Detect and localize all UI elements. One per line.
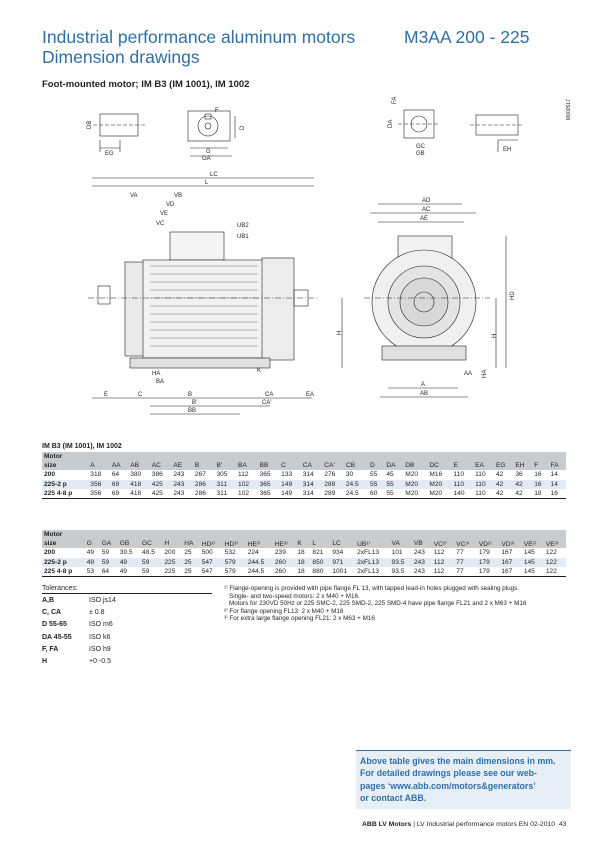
label-hc: HA (152, 371, 161, 377)
dimension-table-1 (42, 452, 566, 499)
footer-text: LV Industrial performance motors EN 02-2010 (416, 821, 556, 828)
label-a: A (421, 382, 426, 388)
label-vb: VB (174, 193, 183, 199)
table-cell: 244.5 (246, 567, 273, 577)
table-cell: 122 (544, 558, 566, 568)
table1-head-motor: Motor (42, 452, 566, 461)
column-header: LC (330, 539, 355, 548)
table2-head-motor: Motor (42, 530, 566, 539)
table1-label: IM B3 (IM 1001), IM 1002 (42, 443, 122, 450)
table-cell: 547 (200, 567, 223, 577)
column-header: AA (110, 461, 128, 470)
column-header: B' (214, 461, 236, 470)
table-cell: 380 (130, 471, 142, 479)
table-cell: 55 (384, 480, 403, 490)
table-cell: 880 (310, 567, 330, 577)
header-title: Industrial performance aluminum motors (42, 27, 356, 47)
column-header: VC³⁾ (454, 539, 477, 548)
table-cell: 850 (310, 558, 330, 568)
table-cell: 149 (279, 489, 301, 499)
column-header: VE³⁾ (544, 539, 566, 548)
table-cell: 93.5 (390, 558, 412, 568)
label-ba: BA (156, 379, 165, 385)
footnote-3: ³⁾ For extra large flange opening FL21: 2 x M63 + M16 (224, 615, 375, 623)
table-cell: 49 (86, 549, 95, 557)
table-cell: 49 (85, 558, 100, 568)
table-cell: 16 (532, 480, 548, 490)
column-header: H (162, 539, 182, 548)
column-header: AE (171, 461, 193, 470)
column-header: BA (236, 461, 258, 470)
motor-size-cell: 225 4-8 p (42, 489, 88, 499)
table-cell: 425 (150, 489, 172, 499)
table-row (42, 480, 566, 490)
label-d: D (240, 125, 246, 130)
table-cell: 500 (201, 549, 213, 557)
table-cell: 59 (101, 549, 110, 557)
column-header: VD²⁾ (477, 539, 500, 548)
table-cell: 145 (523, 549, 535, 557)
column-header: CB (344, 461, 368, 470)
label-ha-front: HA (482, 369, 488, 378)
table-cell: 145 (522, 558, 544, 568)
table-cell: M20 (405, 471, 419, 479)
table-cell: 55 (384, 489, 403, 499)
footnote-1b: Single- and two-speed motors: 2 x M40 + M16. (229, 592, 360, 600)
table-cell: 547 (200, 558, 223, 568)
column-header: VC²⁾ (432, 539, 455, 548)
table-cell: 93.5 (390, 567, 412, 577)
label-va: VA (130, 193, 138, 199)
series-code: M3AA 200 - 225 (404, 27, 530, 47)
label-eg: EG (105, 151, 114, 157)
table-cell: 133 (281, 471, 293, 479)
table-cell: 59 (100, 558, 118, 568)
column-header: GC (140, 539, 162, 548)
table-row (42, 470, 566, 480)
table-cell: 286 (193, 480, 215, 490)
table-cell: 260 (273, 567, 296, 577)
table-cell: 42 (494, 480, 513, 490)
info-line: Above table gives the main dimensions in mm. (360, 756, 556, 766)
table-cell: 1001 (330, 567, 355, 577)
label-ae: AE (420, 216, 429, 222)
table-cell: 200 (164, 549, 176, 557)
label-h-front: H (492, 333, 498, 338)
table-cell: 18 (297, 549, 305, 557)
column-header: VB (412, 539, 432, 548)
shaft-end-right-drawing (388, 97, 572, 157)
table-cell: 314 (301, 489, 323, 499)
table-cell: 14 (549, 480, 566, 490)
page-footer (362, 821, 566, 828)
table-cell: 45 (386, 471, 394, 479)
column-header: DB (403, 461, 427, 470)
table-cell: 311 (214, 480, 236, 490)
table-cell: 418 (128, 489, 150, 499)
table-cell: 356 (88, 489, 110, 499)
table-cell: 112 (432, 567, 455, 577)
column-header: size (42, 461, 88, 470)
table-cell: 112 (238, 471, 249, 479)
table-cell: 179 (478, 549, 490, 557)
table-cell: 110 (453, 471, 465, 479)
table-cell: M20 (403, 489, 427, 499)
tolerance-row: A,B ISO js14 (42, 597, 116, 604)
table-cell: 49 (118, 567, 140, 577)
table-cell: 2xFL13 (357, 549, 380, 557)
table-cell: 243 (171, 489, 193, 499)
table-cell: 55 (370, 471, 378, 479)
motor-side-view (88, 172, 343, 414)
table-cell: 30 (345, 471, 354, 479)
label-ub2: UB2 (237, 223, 249, 229)
table-cell: 112 (433, 549, 445, 557)
label-gb: GB (416, 151, 425, 157)
footnote-1c: Motors for 230VD 50Hz or 225 SMC-2, 225 SMD-2, 225 SMD-4 have pipe flange FL21 and 2 x M63 + M16 (229, 600, 527, 608)
table-cell: M20 (427, 489, 451, 499)
column-header: CA' (322, 461, 344, 470)
column-header: A (88, 461, 110, 470)
table-cell: 101 (391, 549, 403, 557)
column-header: EG (494, 461, 513, 470)
label-db: DB (87, 120, 93, 129)
label-ga: GA (202, 156, 211, 162)
column-header: AC (150, 461, 172, 470)
column-header: EA (473, 461, 494, 470)
column-header: B (193, 461, 215, 470)
motor-size-cell: 200 (44, 471, 56, 479)
label-gc: GC (416, 144, 425, 150)
column-header: E (452, 461, 474, 470)
table-cell: 244.5 (246, 558, 273, 568)
table-cell: 112 (432, 558, 455, 568)
label-c: C (138, 392, 143, 398)
table-cell: 821 (312, 549, 324, 557)
label-aa: AA (464, 371, 473, 377)
label-ac: AC (422, 207, 431, 213)
table-cell: 102 (236, 489, 258, 499)
table-cell: 579 (223, 558, 246, 568)
table-cell: 167 (501, 549, 513, 557)
column-header: HD³⁾ (223, 539, 246, 548)
table-cell: 25 (182, 558, 199, 568)
table-cell: 55 (368, 480, 384, 490)
table-cell: 145 (522, 567, 544, 577)
column-header: DA (384, 461, 403, 470)
table-cell: 179 (477, 567, 500, 577)
tolerance-row: DA 45-55 ISO k6 (42, 633, 111, 641)
header-subtitle: Dimension drawings (42, 47, 200, 67)
table-cell: 18 (295, 558, 310, 568)
table-cell: 18 (532, 489, 548, 499)
column-header: VA (390, 539, 412, 548)
footer-brand: ABB LV Motors (362, 821, 412, 828)
table-cell: 16 (549, 489, 566, 499)
table-cell: 24.5 (344, 489, 368, 499)
tolerance-row: H +0 -0.5 (42, 657, 111, 665)
table-cell: 110 (452, 480, 474, 490)
column-header: FA (549, 461, 566, 470)
shaft-end-left-drawing (87, 114, 145, 157)
table-cell: 243 (412, 558, 432, 568)
motor-front-view (364, 198, 516, 397)
table-cell: 225 (162, 567, 182, 577)
table-cell: 260 (273, 558, 296, 568)
table-cell: 42 (495, 471, 504, 479)
label-f: F (215, 108, 219, 114)
column-header: AB (128, 461, 150, 470)
table-cell: 49 (118, 558, 140, 568)
column-header: VD³⁾ (499, 539, 522, 548)
table-cell: 39.5 (119, 549, 133, 557)
label-ca: CA (265, 392, 274, 398)
table-cell: 267 (194, 471, 206, 479)
tolerances-title: Tolerances: (42, 585, 212, 594)
table-cell: 42 (513, 489, 532, 499)
label-lc: LC (210, 172, 218, 178)
table-cell: 60 (368, 489, 384, 499)
table-cell: 59 (140, 558, 162, 568)
table-cell: 243 (171, 480, 193, 490)
table-cell: 18 (295, 567, 310, 577)
label-ab: AB (420, 391, 429, 397)
column-header: HE²⁾ (246, 539, 273, 548)
label-ad: AD (422, 198, 431, 204)
column-header: size (42, 539, 85, 548)
footer-separator: | (411, 821, 417, 828)
label-e: E (104, 392, 109, 398)
footnote-1: ¹⁾ Flange-opening is provided with pipe flange FL 13, with tapped lead-in holes plugged with sealing plugs. (224, 585, 520, 592)
table-cell: 14 (550, 471, 558, 479)
table-row (42, 567, 566, 577)
table-cell: 77 (454, 558, 477, 568)
table-cell: 305 (216, 471, 228, 479)
table-cell: 77 (454, 567, 477, 577)
column-header: UB¹⁾ (355, 539, 389, 548)
table-cell: 579 (223, 567, 246, 577)
shaft-end-mid-drawing (188, 108, 246, 162)
table-cell: 239 (274, 549, 286, 557)
footnotes (224, 585, 526, 623)
table-cell: 48.5 (142, 549, 155, 557)
table-cell: 286 (193, 489, 215, 499)
table-cell: 289 (322, 489, 344, 499)
footnote-2: ²⁾ For flange opening FL13: 2 x M40 + M16 (224, 607, 344, 615)
table-cell: 2xFL13 (355, 567, 389, 577)
label-bb: BB (188, 408, 197, 414)
table-cell: 243 (173, 471, 185, 479)
table-cell: 289 (322, 480, 344, 490)
table-cell: 318 (90, 471, 102, 479)
label-vc: VC (156, 221, 165, 227)
column-header: K (295, 539, 310, 548)
table-cell: 122 (544, 567, 566, 577)
column-header: CA (301, 461, 323, 470)
column-header: HD²⁾ (200, 539, 223, 548)
table-cell: 179 (477, 558, 500, 568)
table-cell: 224 (247, 549, 259, 557)
label-ea: EA (306, 392, 315, 398)
table-cell: 102 (236, 480, 258, 490)
table-cell: 311 (214, 489, 236, 499)
motor-size-cell: 225-2 p (42, 480, 88, 490)
table-cell: 2xFL13 (355, 558, 389, 568)
tolerances (42, 585, 212, 670)
label-vd: VD (166, 202, 175, 208)
table-cell: 167 (499, 567, 522, 577)
table-cell: 243 (413, 549, 425, 557)
label-da: DA (388, 119, 394, 128)
table-cell: 42 (513, 480, 532, 490)
table-cell: 59 (140, 567, 162, 577)
column-header: L (310, 539, 330, 548)
table-cell: 53 (85, 567, 100, 577)
column-header: BB (258, 461, 280, 470)
table-cell: 69 (110, 489, 128, 499)
label-ca-prime: CA' (262, 400, 272, 406)
table-cell: 365 (259, 471, 271, 479)
label-h: H (337, 330, 343, 335)
table-cell: 276 (324, 471, 336, 479)
column-header: GA (100, 539, 118, 548)
tolerance-row: D 55-65 ISO m6 (42, 621, 113, 629)
table-cell: 25 (182, 567, 199, 577)
info-line: or contact ABB. (360, 792, 427, 803)
table-cell: 243 (412, 567, 432, 577)
label-fa: FA (392, 96, 398, 104)
label-ub1: UB1 (237, 234, 249, 240)
info-box (356, 750, 571, 809)
table-cell: 971 (330, 558, 355, 568)
table-cell: 110 (473, 480, 494, 490)
table-cell: 167 (499, 558, 522, 568)
label-ve: VE (160, 211, 169, 217)
info-line: For detailed drawings please see our web- (360, 768, 537, 779)
table-cell: 356 (88, 480, 110, 490)
table-cell: 425 (150, 480, 172, 490)
table-cell: 69 (110, 480, 128, 490)
table-cell: 24.5 (344, 480, 368, 490)
table-cell: 36 (515, 471, 523, 479)
label-k: K (257, 368, 262, 374)
table-cell: M20 (403, 480, 427, 490)
table-cell: 110 (475, 471, 486, 479)
table-cell: 77 (456, 549, 464, 557)
table-cell: 314 (302, 471, 314, 479)
column-header: GB (118, 539, 140, 548)
motor-size-cell: 225-2 p (42, 558, 85, 568)
column-header: DC (427, 461, 451, 470)
label-hd: HD (510, 291, 516, 300)
dimension-table-2 (42, 530, 566, 577)
table-cell: 418 (128, 480, 150, 490)
table-cell: 25 (184, 549, 192, 557)
label-l: L (205, 180, 209, 186)
table-cell: 314 (301, 480, 323, 490)
table-cell: 365 (258, 480, 280, 490)
column-header: HA (182, 539, 199, 548)
column-header: C (279, 461, 301, 470)
label-eh: EH (503, 147, 512, 153)
table-cell: M20 (427, 480, 451, 490)
table-cell: 110 (473, 489, 494, 499)
table-cell: 934 (332, 549, 344, 557)
table-row (42, 558, 566, 568)
label-b: B (188, 392, 193, 398)
ref-code: M000517 (566, 99, 572, 120)
page-number: 43 (558, 821, 567, 828)
tolerance-row: F, FA ISO h9 (42, 645, 111, 653)
column-header: VE²⁾ (522, 539, 544, 548)
section-subheading: Foot-mounted motor; IM B3 (IM 1001), IM 1002 (42, 79, 250, 90)
label-b-prime: B' (192, 400, 198, 406)
table-cell: 386 (151, 471, 163, 479)
info-line-link[interactable]: pages ‘www.abb.com/motors&generators’ (360, 780, 536, 791)
table-row (42, 548, 566, 558)
column-header: HE³⁾ (273, 539, 296, 548)
column-header: G (85, 539, 100, 548)
motor-size-cell: 225 4-8 p (42, 567, 85, 577)
table-cell: 42 (494, 489, 513, 499)
table-cell: 149 (279, 480, 301, 490)
label-g: G (206, 149, 211, 155)
column-header: D (368, 461, 384, 470)
column-header: F (532, 461, 548, 470)
table-cell: 365 (258, 489, 280, 499)
table-cell: 532 (224, 549, 236, 557)
table-cell: 225 (162, 558, 182, 568)
table-cell: 64 (111, 471, 120, 479)
table-cell: M16 (429, 471, 443, 479)
table-cell: 140 (452, 489, 474, 499)
table-cell: 64 (100, 567, 118, 577)
motor-size-cell: 200 (44, 549, 56, 557)
tolerance-row: C, CA ± 0.8 (42, 609, 105, 617)
table-cell: 16 (534, 471, 542, 479)
column-header: EH (513, 461, 532, 470)
table-cell: 122 (545, 549, 557, 557)
table-row (42, 489, 566, 499)
